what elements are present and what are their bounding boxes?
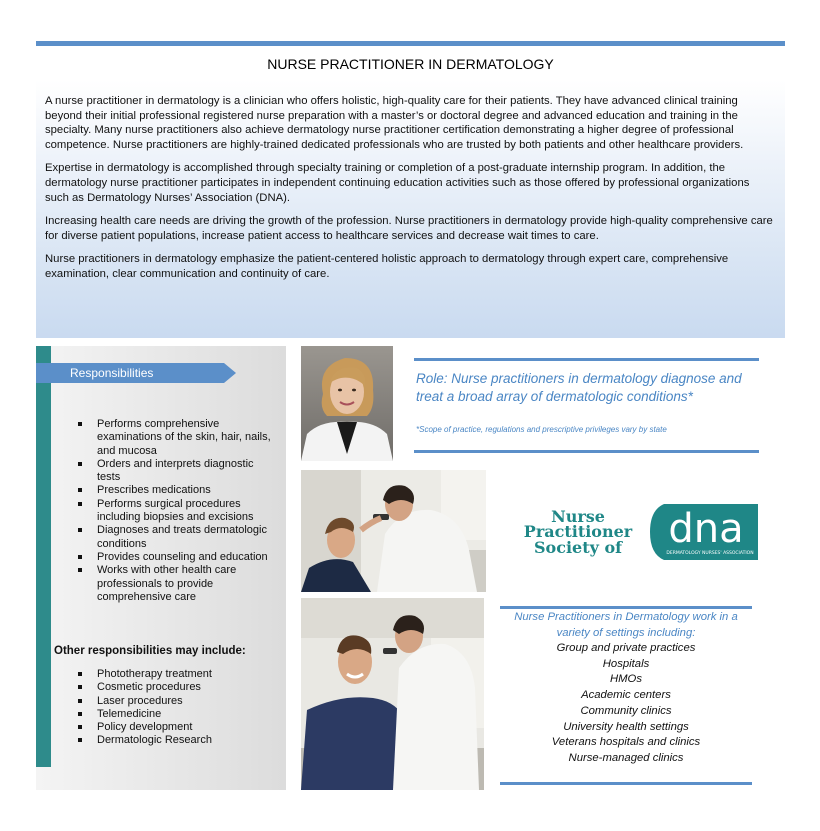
- page-title: NURSE PRACTITIONER IN DERMATOLOGY: [40, 49, 781, 79]
- logo-line-1: Nurse: [551, 507, 605, 526]
- list-item: [74, 668, 274, 681]
- intro-paragraph: Nurse practitioners in dermatology emphasize the patient-centered holistic approach to dermatology through expert care, comprehensive examination, clear communication and continuity of care.: [45, 253, 729, 280]
- intro-section: [36, 80, 785, 338]
- list-item-text: Phototherapy treatment: [97, 668, 212, 680]
- settings-divider-bottom: [500, 782, 752, 785]
- list-item-text: Provides counseling and education: [97, 550, 268, 563]
- list-item-text: Cosmetic procedures: [97, 681, 201, 694]
- top-accent-bar: [36, 41, 785, 46]
- bullet-icon: [78, 699, 82, 703]
- responsibilities-list: [74, 418, 274, 604]
- list-item: [74, 721, 274, 734]
- bullet-icon: [78, 738, 82, 742]
- exam-photo: [301, 470, 486, 592]
- list-item: [74, 551, 274, 564]
- list-item-text: Laser procedures: [97, 694, 183, 707]
- settings-item: HMOs: [609, 673, 642, 686]
- settings-item: Group and private practices: [556, 642, 696, 654]
- bullet-icon: [78, 568, 82, 572]
- list-item-text: Dermatologic Research: [97, 734, 212, 747]
- role-footnote: *Scope of practice, regulations and prescriptive privileges vary by state: [416, 425, 667, 434]
- npsdna-logo: [498, 504, 758, 560]
- bullet-icon: [78, 555, 82, 559]
- intro-paragraph: A nurse practitioner in dermatology is a clinician who offers holistic, high-quality care for their patients. They have advanced clinical training beyond their initial professional registered nurse preparation with a master’s or doctoral degree and advanced education and training in the specialty. Many nurse practitioners also achieve dermatology nurse practitioner certification demonstrating a higher degree of professional competence. Nurse practitioners are highly-trained dedicated professionals who are trusted by both patients and other healthcare providers.: [45, 95, 744, 151]
- list-item: [74, 681, 274, 694]
- settings-heading: Nurse Practitioners in Dermatology work in a variety of settings including:: [514, 611, 738, 639]
- role-divider-bottom: [414, 450, 759, 453]
- responsibilities-tab: Responsibilities: [36, 363, 224, 383]
- settings-item: Veterans hospitals and clinics: [551, 736, 701, 749]
- list-item-text: Policy development: [97, 721, 193, 734]
- logo-badge-subtitle: DERMATOLOGY NURSES' ASSOCIATION: [666, 551, 754, 556]
- list-item-text: Prescribes medications: [97, 484, 211, 497]
- other-responsibilities-heading: Other responsibilities may include:: [54, 645, 246, 657]
- list-item: [74, 484, 274, 497]
- settings-item: Community clinics: [580, 704, 672, 717]
- settings-item: University health settings: [563, 720, 689, 733]
- bullet-icon: [78, 528, 82, 532]
- list-item-text: Works with other health care professionals to provide comprehensive care: [97, 564, 237, 603]
- responsibilities-panel: [36, 346, 286, 790]
- other-responsibilities-list: [74, 668, 274, 748]
- bullet-icon: [78, 685, 82, 689]
- role-statement: Role: Nurse practitioners in dermatology diagnose and treat a broad array of dermatologic conditions*: [416, 371, 742, 404]
- intro-paragraph: Increasing health care needs are driving the growth of the profession. Nurse practitioners in dermatology provide high-quality comprehensive care for diverse patient populations, increase patient access to healthcare services and decrease wait times to care.: [45, 215, 773, 242]
- settings-item: Academic centers: [581, 689, 671, 702]
- settings-list: [500, 641, 752, 767]
- settings-item: Nurse-managed clinics: [568, 751, 684, 764]
- bullet-icon: [78, 712, 82, 716]
- bullet-icon: [78, 672, 82, 676]
- list-item: [74, 524, 274, 551]
- logo-line-3: Society of: [533, 538, 623, 557]
- list-item: [74, 418, 274, 458]
- intro-paragraph: Expertise in dermatology is accomplished through specialty training or completion of a post-graduate internship program. In addition, the dermatology nurse practitioner participates in independent continuing education activities such as those offered by professional organizations such as Dermatology Nurses’ Association (DNA).: [45, 162, 750, 204]
- patient-consult-photo: [301, 598, 484, 790]
- list-item-text: Telemedicine: [97, 707, 162, 720]
- list-item-text: Performs surgical procedures including biopsies and excisions: [97, 497, 254, 524]
- tab-arrow-shape: [224, 363, 236, 383]
- settings-divider-top: [500, 606, 752, 609]
- list-item-text: Performs comprehensive examinations of the skin, hair, nails, and mucosa: [97, 418, 271, 457]
- list-item-text: Orders and interprets diagnostic tests: [97, 457, 254, 484]
- role-divider-top: [414, 358, 759, 361]
- list-item-text: Diagnoses and treats dermatologic conditions: [97, 524, 267, 550]
- logo-line-2: Practitioner: [523, 522, 633, 541]
- bullet-icon: [78, 422, 82, 426]
- logo-badge-dna: dna: [668, 506, 744, 552]
- teal-sidebar-strip: [36, 346, 51, 767]
- settings-item: Hospitals: [602, 657, 650, 670]
- bullet-icon: [78, 725, 82, 729]
- list-item: [74, 695, 274, 708]
- bullet-icon: [78, 502, 82, 506]
- bullet-icon: [78, 462, 82, 466]
- list-item: [74, 734, 274, 747]
- portrait-photo: [301, 346, 393, 461]
- bullet-icon: [78, 488, 82, 492]
- list-item: [74, 458, 274, 485]
- list-item: [74, 708, 274, 721]
- list-item: [74, 564, 274, 604]
- list-item: [74, 498, 274, 525]
